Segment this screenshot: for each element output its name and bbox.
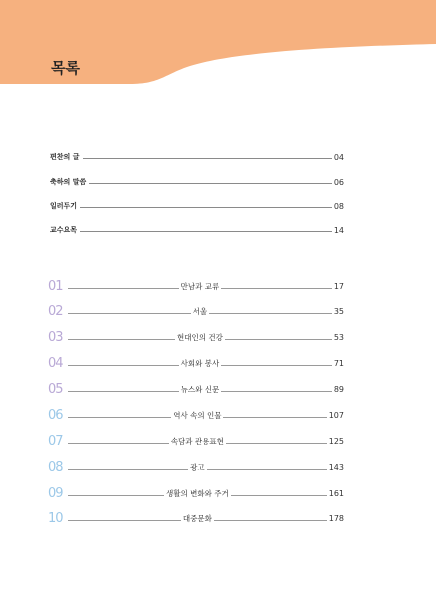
chapter-page: 17	[333, 281, 345, 291]
chapter-row[interactable]	[48, 459, 344, 475]
front-matter-page: 04	[333, 152, 344, 162]
leader-line	[68, 443, 169, 444]
chapter-title: 광고	[190, 462, 205, 472]
chapter-title: 역사 속의 인물	[173, 410, 222, 420]
chapter-page: 53	[333, 332, 345, 342]
chapter-title: 속담과 관용표현	[170, 436, 224, 446]
leader-line	[226, 443, 327, 444]
chapter-title: 대중문화	[182, 513, 212, 523]
leader-line	[223, 417, 326, 418]
chapter-page: 35	[333, 306, 344, 316]
leader-line	[80, 231, 332, 232]
chapter-number: 09	[48, 485, 63, 501]
chapter-row[interactable]	[48, 485, 344, 501]
chapter-title: 생활의 변화와 주거	[166, 488, 229, 498]
leader-line	[214, 520, 327, 521]
front-matter-row[interactable]	[50, 176, 344, 188]
leader-line	[225, 339, 332, 340]
chapter-number: 10	[48, 510, 63, 526]
chapter-row[interactable]	[48, 303, 344, 319]
leader-line	[68, 339, 175, 340]
chapter-number: 03	[48, 329, 63, 345]
front-matter-row[interactable]	[50, 151, 344, 163]
chapter-row[interactable]	[48, 407, 344, 423]
chapter-number: 07	[48, 433, 63, 449]
leader-line	[68, 313, 191, 314]
chapter-page: 143	[328, 462, 344, 472]
chapter-number: 04	[48, 355, 63, 371]
leader-line	[68, 417, 171, 418]
leader-line	[209, 313, 332, 314]
leader-line	[68, 391, 179, 392]
front-matter-page: 14	[333, 225, 344, 235]
leader-line	[83, 158, 332, 159]
front-matter-row[interactable]	[50, 200, 344, 212]
leader-line	[221, 391, 332, 392]
chapter-page: 125	[328, 436, 345, 446]
front-matter-label: 일러두기	[50, 202, 78, 210]
chapter-number: 02	[48, 303, 63, 319]
leader-line	[68, 365, 179, 366]
leader-line	[207, 469, 327, 470]
chapter-title: 서울	[192, 306, 208, 316]
leader-line	[89, 183, 332, 184]
front-matter-label: 편찬의 글	[50, 153, 80, 161]
chapter-title: 만남과 교류	[180, 281, 220, 291]
front-matter-label: 교수요목	[50, 226, 78, 234]
chapter-page: 107	[328, 410, 344, 420]
chapter-number: 06	[48, 407, 63, 423]
leader-line	[221, 365, 332, 366]
chapter-title: 현대인의 건강	[176, 332, 223, 342]
leader-line	[231, 495, 327, 496]
chapter-row[interactable]	[48, 433, 344, 449]
chapter-row[interactable]	[48, 510, 344, 526]
chapter-page: 71	[333, 358, 345, 368]
chapter-title: 뉴스와 신문	[180, 384, 220, 394]
chapter-title: 사회와 봉사	[180, 358, 220, 368]
chapter-page: 89	[333, 384, 345, 394]
front-matter-label: 축하의 말씀	[50, 178, 87, 186]
chapter-row[interactable]	[48, 329, 344, 345]
chapter-number: 05	[48, 381, 63, 397]
chapter-row[interactable]	[48, 278, 344, 294]
chapter-page: 178	[328, 513, 345, 523]
front-matter-row[interactable]	[50, 224, 344, 236]
chapter-row[interactable]	[48, 381, 344, 397]
chapter-row[interactable]	[48, 355, 344, 371]
leader-line	[68, 520, 181, 521]
leader-line	[80, 207, 332, 208]
front-matter-page: 06	[333, 177, 344, 187]
leader-line	[68, 495, 164, 496]
front-matter-page: 08	[333, 201, 344, 211]
leader-line	[221, 288, 332, 289]
leader-line	[68, 288, 179, 289]
chapter-number: 08	[48, 459, 63, 475]
leader-line	[68, 469, 188, 470]
chapter-number: 01	[48, 278, 63, 294]
chapter-page: 161	[328, 488, 345, 498]
page-title: 목록	[51, 59, 80, 77]
